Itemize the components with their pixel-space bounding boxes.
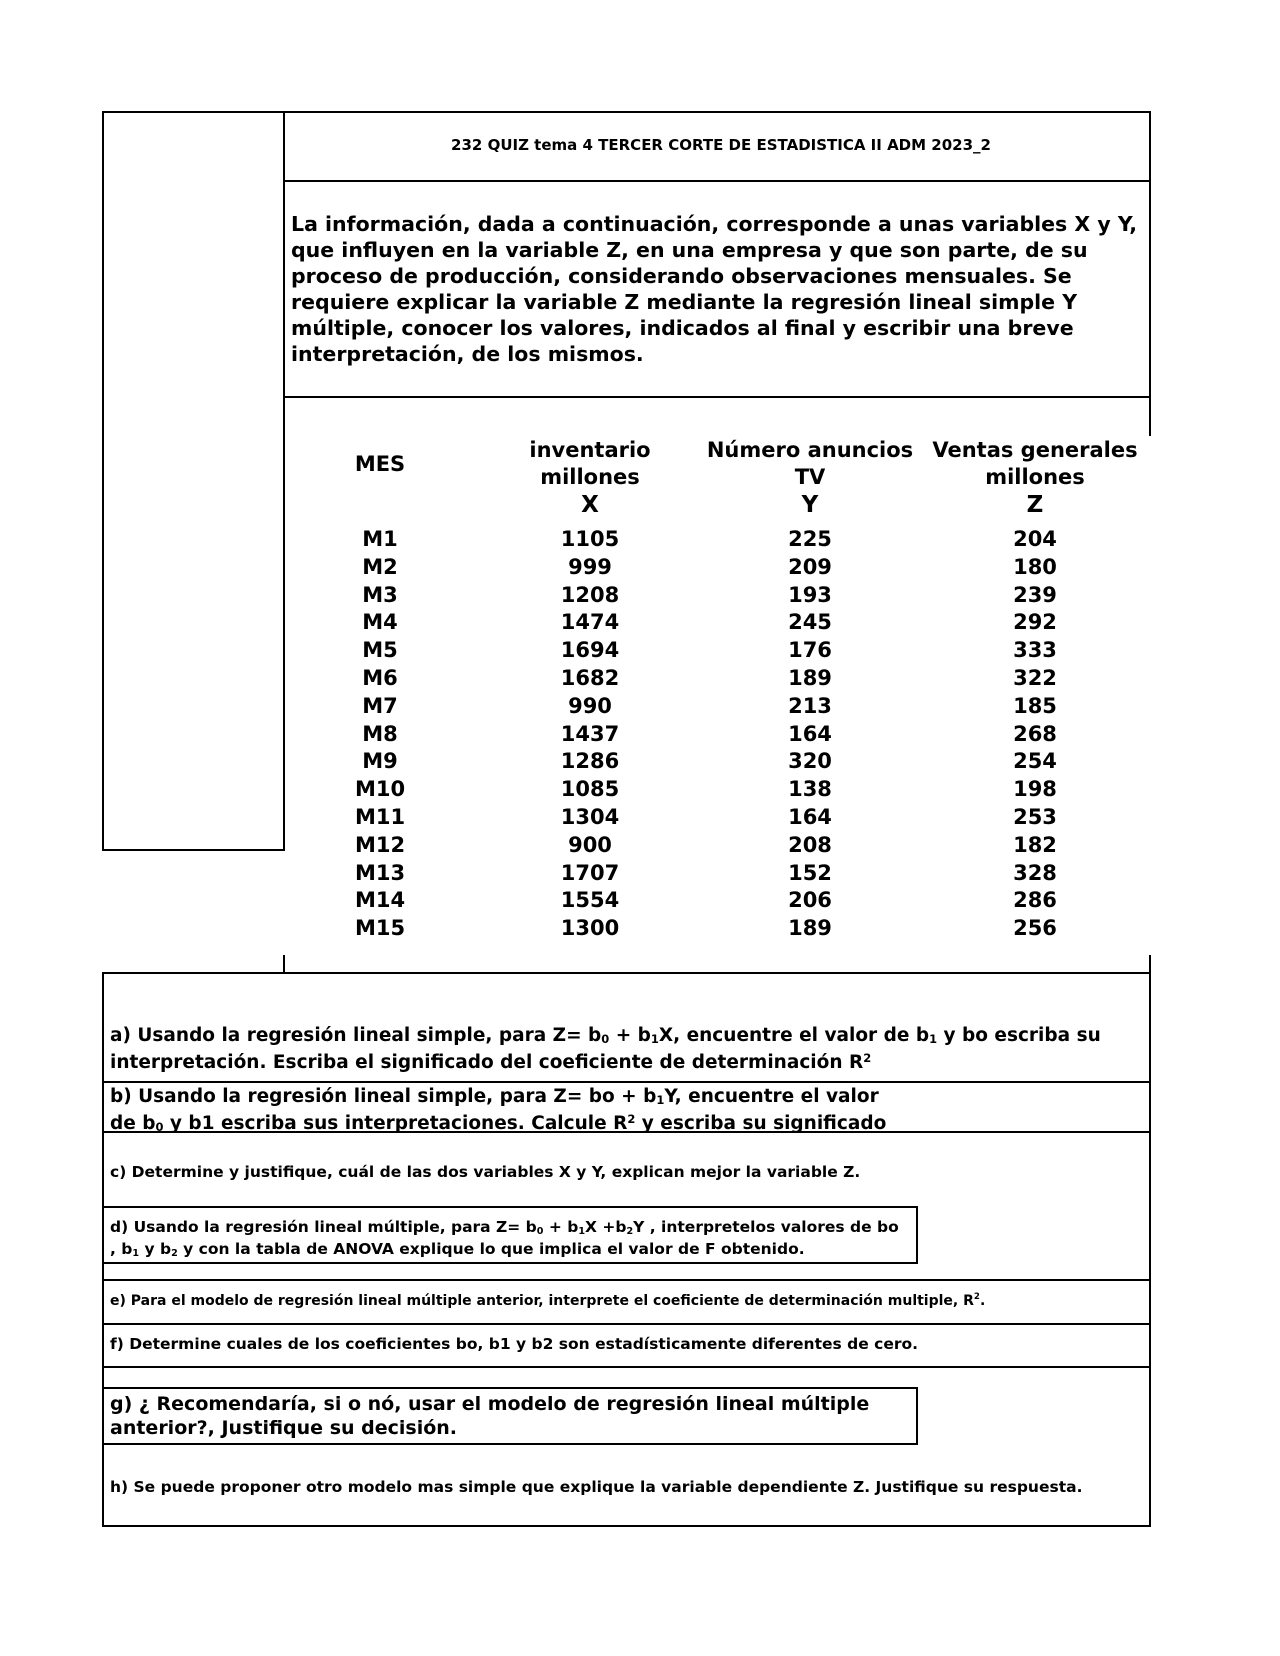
cell-z: 256 [1013, 916, 1057, 941]
cell-x: 1474 [560, 610, 620, 635]
cell-z: 333 [1013, 638, 1057, 663]
cell-z: 198 [1013, 777, 1057, 802]
cell-mes: M7 [362, 693, 398, 718]
subscript: 0 [155, 1120, 164, 1134]
cell-x: 1105 [560, 527, 620, 551]
cell-z: 239 [1013, 582, 1057, 607]
cell-mes: M5 [362, 638, 398, 663]
header-z-symbol: Z [1026, 492, 1044, 518]
header-z-label1: Ventas generales [932, 438, 1138, 462]
cell-z: 268 [1013, 721, 1057, 746]
cell-y: 245 [788, 610, 832, 635]
subscript: 1 [656, 1093, 665, 1107]
question-e-text: e) Para el modelo de regresión lineal múltiple anterior, interprete el coeficiente de determinación multiple, R [110, 1293, 974, 1309]
cell-z: 253 [1013, 804, 1057, 829]
question-h: h) Se puede proponer otro modelo mas simple que explique la variable dependiente Z. Justifique su respuesta. [110, 1478, 1083, 1496]
cell-mes: M3 [362, 582, 398, 607]
cell-y: 164 [788, 721, 832, 746]
cell-mes: M6 [362, 665, 398, 690]
cell-mes: M9 [362, 749, 398, 774]
cell-y: 206 [788, 888, 832, 913]
column-mes [330, 526, 430, 943]
header-x-symbol: X [581, 492, 599, 518]
cell-x: 1304 [560, 804, 620, 829]
question-d-text: X +b [585, 1218, 627, 1236]
cell-z: 204 [1013, 527, 1057, 551]
question-b-text: Y, encuentre el valor [664, 1086, 879, 1107]
cell-y: 189 [788, 916, 832, 941]
question-b-text: y escriba su significado [635, 1113, 887, 1134]
question-c: c) Determine y justifique, cuál de las dos variables X y Y, explican mejor la variable Z. [110, 1163, 861, 1181]
superscript: 2 [863, 1051, 872, 1065]
cell-z: 182 [1013, 832, 1057, 857]
question-b-text: y b1 escriba sus interpretaciones. Calcule R [163, 1113, 628, 1134]
cell-x: 900 [568, 832, 612, 857]
header-x-label2: millones [540, 465, 640, 489]
cell-mes: M1 [362, 527, 398, 551]
question-a [110, 1022, 1101, 1076]
question-d-text: + b [543, 1218, 579, 1236]
cell-y: 193 [788, 582, 832, 607]
cell-z: 322 [1013, 665, 1057, 690]
question-d [110, 1216, 899, 1260]
cell-mes: M8 [362, 721, 398, 746]
cell-y: 152 [788, 860, 832, 885]
cell-x: 1554 [560, 888, 620, 913]
header-y-label1: Número anuncios [706, 438, 914, 462]
cell-y: 213 [788, 693, 832, 718]
superscript: 2 [627, 1112, 636, 1126]
cell-x: 1300 [560, 916, 620, 941]
cell-y: 138 [788, 777, 832, 802]
question-b-text: b) Usando la regresión lineal simple, para Z= bo + b [110, 1086, 657, 1107]
cell-mes: M10 [354, 777, 406, 802]
cell-y: 176 [788, 638, 832, 663]
cell-x: 1707 [560, 860, 620, 885]
header-y-symbol: Y [801, 492, 819, 518]
question-d-text: y b [139, 1240, 172, 1258]
subscript: 1 [132, 1248, 140, 1259]
cell-z: 328 [1013, 860, 1057, 885]
subscript: 1 [578, 1226, 586, 1237]
subscript: 2 [171, 1248, 178, 1259]
cell-x: 999 [568, 554, 612, 579]
cell-z: 180 [1013, 554, 1057, 579]
question-e-text: . [979, 1293, 986, 1309]
cell-mes: M11 [354, 804, 406, 829]
cell-z: 286 [1013, 888, 1057, 913]
cell-x: 1085 [560, 777, 620, 802]
cell-y: 189 [788, 665, 832, 690]
question-a-text: y bo escriba su [937, 1025, 1101, 1046]
column-x [480, 526, 700, 943]
cell-mes: M2 [362, 554, 398, 579]
subscript: 2 [626, 1226, 634, 1237]
cell-z: 254 [1013, 749, 1057, 774]
cell-z: 292 [1013, 610, 1057, 635]
question-d-text: y con la tabla de ANOVA explique lo que implica el valor de F obtenido. [177, 1240, 805, 1258]
column-z [925, 526, 1145, 943]
question-d-text: Y , interpretelos valores de bo [633, 1218, 899, 1236]
quiz-title: 232 QUIZ tema 4 TERCER CORTE DE ESTADISTICA II ADM 2023_2 [451, 136, 991, 154]
header-x-label1: inventario [529, 438, 651, 462]
cell-x: 1694 [560, 638, 620, 663]
question-f: f) Determine cuales de los coeficientes bo, b1 y b2 son estadísticamente diferentes de cero. [110, 1335, 919, 1353]
cell-y: 320 [788, 749, 832, 774]
column-y [695, 526, 925, 943]
cell-y: 208 [788, 832, 832, 857]
header-z-label2: millones [985, 465, 1085, 489]
cell-x: 1682 [560, 665, 620, 690]
cell-mes: M12 [354, 832, 406, 857]
question-e [110, 1291, 985, 1311]
cell-y: 209 [788, 554, 832, 579]
subscript: 1 [650, 1032, 659, 1046]
cell-mes: M13 [354, 860, 406, 885]
cell-mes: M14 [354, 888, 406, 913]
question-a-text: a) Usando la regresión lineal simple, para Z= b [110, 1025, 602, 1046]
question-g-text: anterior?, Justifique su decisión. [110, 1417, 458, 1439]
superscript: 2 [973, 1292, 980, 1302]
question-a-text: interpretación. Escriba el significado del coeficiente de determinación R [110, 1052, 864, 1073]
header-mes: MES [354, 452, 406, 476]
cell-x: 990 [568, 693, 612, 718]
subscript: 0 [536, 1226, 544, 1237]
header-y-label2: TV [794, 465, 826, 489]
cell-x: 1286 [560, 749, 620, 774]
question-b [110, 1083, 886, 1137]
cell-y: 164 [788, 804, 832, 829]
cell-x: 1437 [560, 721, 620, 746]
question-g [110, 1392, 869, 1440]
cell-mes: M4 [362, 610, 398, 635]
cell-z: 185 [1013, 693, 1057, 718]
question-d-text: , b [110, 1240, 133, 1258]
question-a-text: + b [609, 1025, 651, 1046]
intro-paragraph: La información, dada a continuación, corresponde a unas variables X y Y, que influyen en la variable Z, en una empresa y que son parte, de su proceso de producción, considerando observaciones mensuales. Se requiere explicar la variable Z mediante la regresión lineal simple Y múltiple, conocer los valores, indicados al final y escribir una breve interpretación, de los mismos. [291, 212, 1138, 366]
question-d-text: d) Usando la regresión lineal múltiple, para Z= b [110, 1218, 537, 1236]
question-b-text: de b [110, 1113, 156, 1134]
cell-mes: M15 [354, 916, 406, 941]
cell-x: 1208 [560, 582, 620, 607]
question-a-text: X, encuentre el valor de b [658, 1025, 930, 1046]
question-g-text: g) ¿ Recomendaría, si o nó, usar el modelo de regresión lineal múltiple [110, 1393, 870, 1415]
subscript: 1 [929, 1032, 938, 1046]
subscript: 0 [601, 1032, 610, 1046]
cell-y: 225 [788, 527, 832, 551]
